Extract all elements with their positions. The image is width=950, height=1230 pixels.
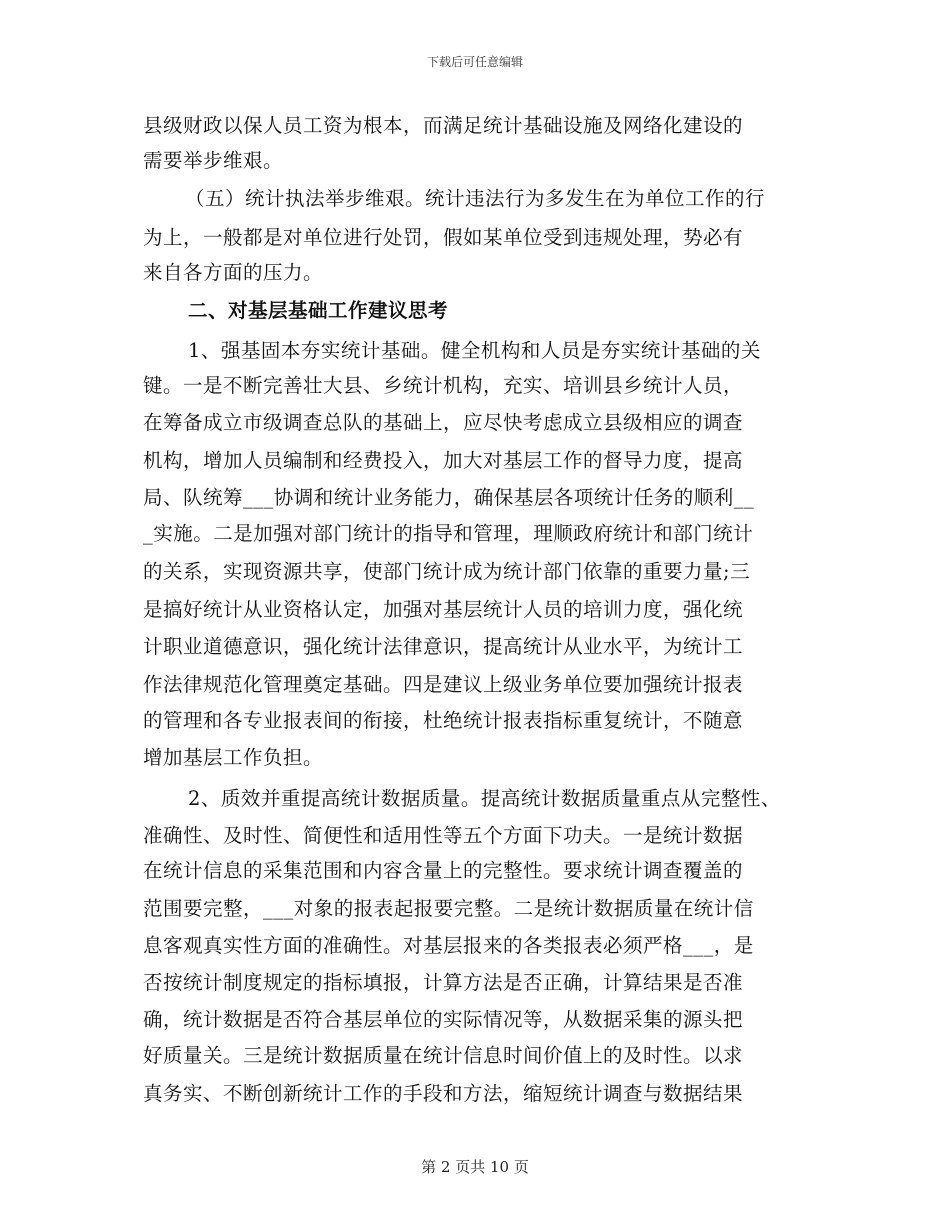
text-line: 计职业道德意识，强化统计法律意识，提高统计从业水平，为统计工 bbox=[143, 635, 744, 658]
text-line: 范围要完整，___对象的报表起报要完整。二是统计数据质量在统计信 bbox=[143, 897, 754, 920]
text-line: （五）统计执法举步维艰。统计违法行为多发生在为单位工作的行 bbox=[185, 187, 766, 210]
text-line: 1、强基固本夯实统计基础。健全机构和人员是夯实统计基础的关 bbox=[188, 339, 761, 362]
text-line: 确，统计数据是否符合基层单位的实际情况等，从数据采集的源头把 bbox=[143, 1008, 744, 1031]
text-line: 机构，增加人员编制和经费投入，加大对基层工作的督导力度，提高 bbox=[143, 449, 744, 472]
text-line: 真务实、不断创新统计工作的手段和方法，缩短统计调查与数据结果 bbox=[143, 1082, 744, 1105]
text-line: 的管理和各专业报表间的衔接，杜绝统计报表指标重复统计，不随意 bbox=[143, 709, 744, 732]
text-line: 作法律规范化管理奠定基础。四是建议上级业务单位要加强统计报表 bbox=[143, 673, 744, 696]
text-line: 准确性、及时性、简便性和适用性等五个方面下功夫。一是统计数据 bbox=[143, 824, 744, 847]
text-line: 2、质效并重提高统计数据质量。提高统计数据质量重点从完整性、 bbox=[188, 787, 781, 810]
text-line: 县级财政以保人员工资为根本，而满足统计基础设施及网络化建设的 bbox=[143, 114, 744, 137]
text-line: 来自各方面的压力。 bbox=[143, 261, 324, 284]
text-line: 息客观真实性方面的准确性。对基层报来的各类报表必须严格___，是 bbox=[143, 934, 754, 957]
text-line: 局、队统筹___协调和统计业务能力，确保基层各项统计任务的顺利__ bbox=[143, 486, 755, 509]
text-line: 是搞好统计从业资格认定，加强对基层统计人员的培训力度，强化统 bbox=[143, 598, 744, 621]
text-line: 否按统计制度规定的指标填报，计算方法是否正确，计算结果是否准 bbox=[143, 971, 744, 994]
page-number: 第 2 页共 10 页 bbox=[421, 1158, 529, 1176]
text-line: _实施。二是加强对部门统计的指导和管理，理顺政府统计和部门统计 bbox=[143, 522, 754, 545]
section-heading: 二、对基层基础工作建议思考 bbox=[188, 299, 449, 322]
text-line: 为上，一般都是对单位进行处罚，假如某单位受到违规处理，势必有 bbox=[143, 226, 744, 249]
text-line: 增加基层工作负担。 bbox=[143, 746, 324, 769]
text-line: 需要举步维艰。 bbox=[143, 149, 284, 172]
text-line: 的关系，实现资源共享，使部门统计成为统计部门依靠的重要力量;三 bbox=[143, 560, 751, 583]
page-header: 下载后可任意编辑 bbox=[426, 55, 523, 69]
text-line: 好质量关。三是统计数据质量在统计信息时间价值上的及时性。以求 bbox=[143, 1044, 744, 1067]
text-line: 在统计信息的采集范围和内容含量上的完整性。要求统计调查覆盖的 bbox=[143, 859, 744, 882]
text-line: 键。一是不断完善壮大县、乡统计机构，充实、培训县乡统计人员， bbox=[143, 374, 744, 397]
text-line: 在筹备成立市级调查总队的基础上，应尽快考虑成立县级相应的调查 bbox=[143, 411, 744, 434]
